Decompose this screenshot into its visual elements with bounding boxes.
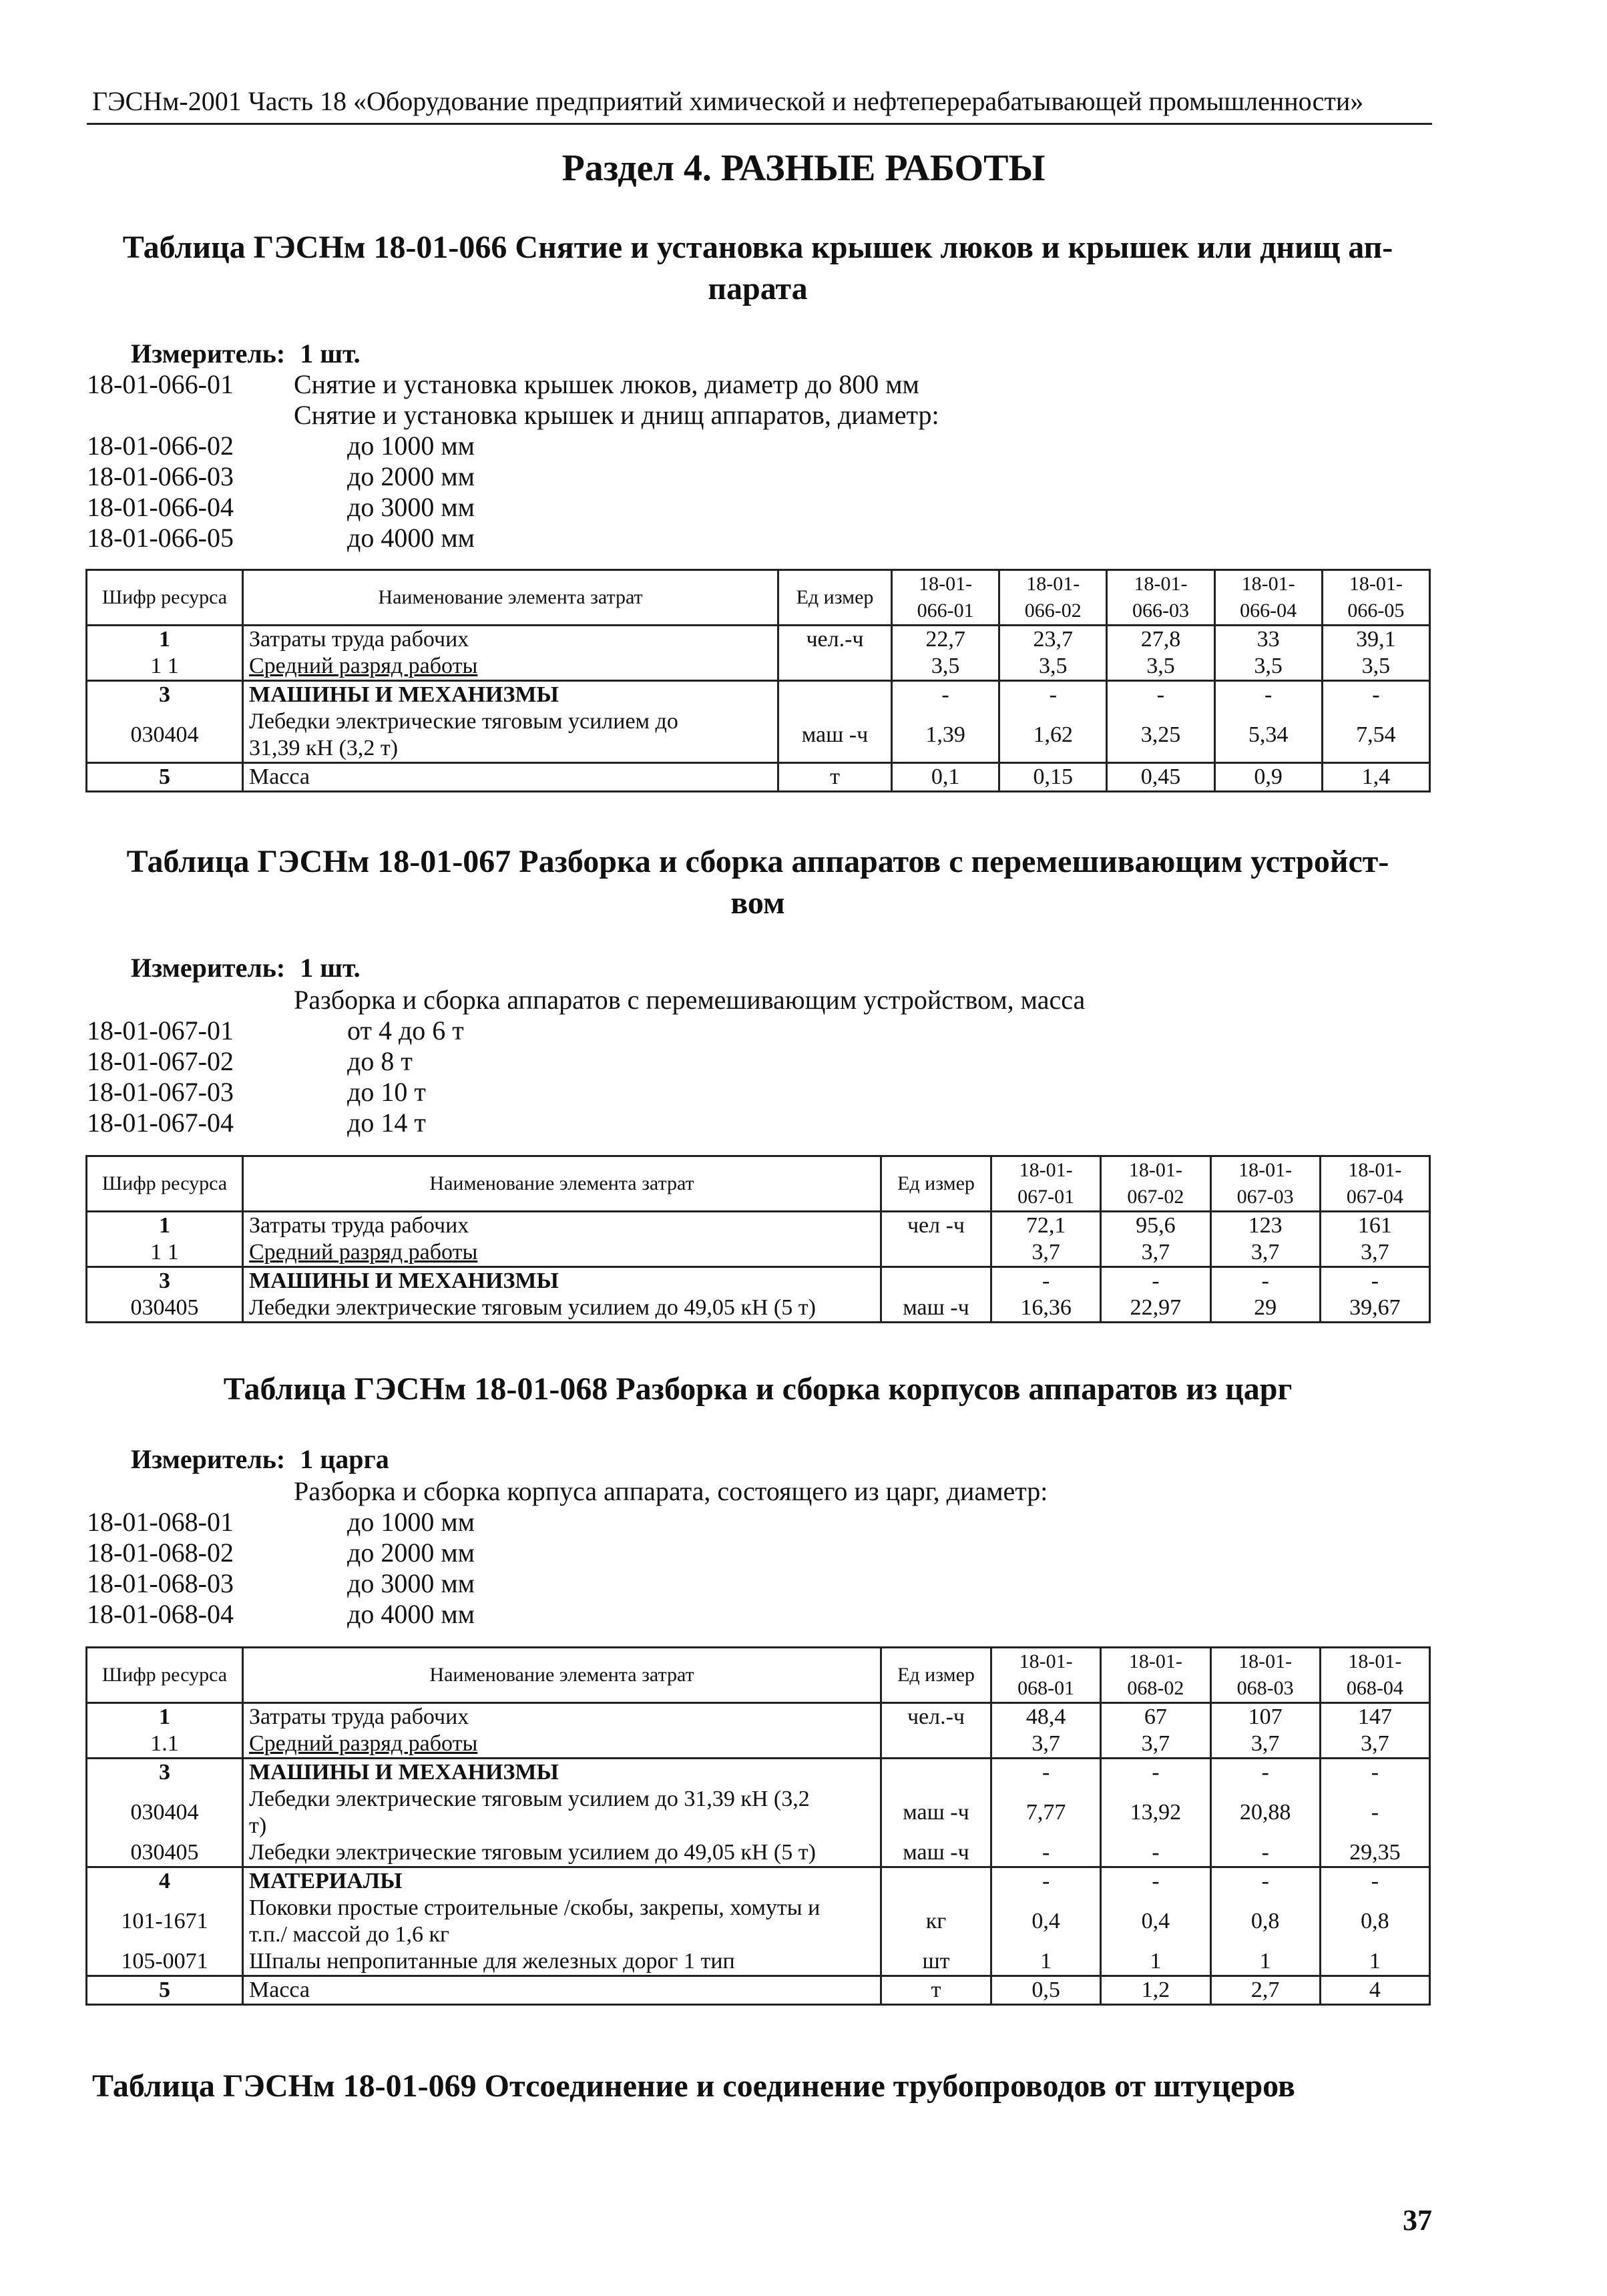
item-code: 18-01-066-04 <box>87 492 234 522</box>
item-code: 18-01-068-01 <box>87 1507 234 1537</box>
item-text: до 3000 мм <box>347 1568 475 1598</box>
cell-value: - <box>1101 1759 1210 1787</box>
cell-name: Затраты труда рабочих <box>243 1212 881 1240</box>
cell-value: - <box>1322 681 1429 709</box>
cell-value: - <box>1107 681 1214 709</box>
cell-value: - <box>991 1839 1101 1867</box>
cell-value: 0,9 <box>1214 763 1322 792</box>
item-code: 18-01-068-04 <box>87 1599 234 1629</box>
table-row <box>87 1212 1430 1240</box>
cell-name: Средний разряд работы <box>243 1731 881 1759</box>
col-header: 18-01- 066-05 <box>1322 570 1429 626</box>
table-069-title: Таблица ГЭСНм 18-01-069 Отсоединение и соединение трубопроводов от штуцеров <box>92 2068 1295 2104</box>
cell-value: - <box>1214 681 1322 709</box>
cell-name: Средний разряд работы <box>243 653 778 681</box>
cell-name: Масса <box>243 1976 881 2005</box>
cell-unit <box>881 1239 991 1267</box>
cell-value: 3,7 <box>1101 1731 1210 1759</box>
col-header: 18-01- 066-04 <box>1214 570 1322 626</box>
table-row <box>87 1295 1430 1323</box>
cell-value: - <box>999 681 1107 709</box>
item-intro: Разборка и сборка корпуса аппарата, состоящего из царг, диаметр: <box>294 1476 1048 1506</box>
cell-value: 16,36 <box>991 1295 1101 1323</box>
cell-unit: маш -ч <box>881 1839 991 1867</box>
cell-value: - <box>1210 1267 1320 1295</box>
cell-code: 030405 <box>87 1839 243 1867</box>
measure-label: Измеритель: <box>131 953 286 983</box>
table-row <box>87 626 1430 654</box>
cell-unit <box>881 1267 991 1295</box>
cell-code: 1 <box>87 626 243 654</box>
cell-value: 3,7 <box>991 1239 1101 1267</box>
cell-value: 1,62 <box>999 708 1107 763</box>
item-code: 18-01-067-01 <box>87 1015 234 1046</box>
cell-value: 95,6 <box>1101 1212 1210 1240</box>
cell-value: - <box>1210 1759 1320 1787</box>
table-row <box>87 1703 1430 1731</box>
table-068-title <box>87 1369 1429 1410</box>
cell-value: 72,1 <box>991 1212 1101 1240</box>
cell-name: Лебедки электрические тяговым усилием до 31,39 кН (3,2 т) <box>243 1786 881 1839</box>
col-header: 18-01- 068-03 <box>1210 1648 1320 1703</box>
table-068-title-line1: Таблица ГЭСНм 18-01-068 Разборка и сборка корпусов аппаратов из царг <box>223 1371 1293 1407</box>
table-row <box>87 763 1430 792</box>
cell-name: МАШИНЫ И МЕХАНИЗМЫ <box>243 1267 881 1295</box>
cell-value: 123 <box>1210 1212 1320 1240</box>
item-code: 18-01-066-02 <box>87 431 234 461</box>
cell-name: Лебедки электрические тяговым усилием до 31,39 кН (3,2 т) <box>243 708 778 763</box>
item-text: до 8 т <box>347 1046 413 1076</box>
table-068 <box>85 1646 1431 2006</box>
item-code: 18-01-067-03 <box>87 1077 234 1107</box>
cell-name: Затраты труда рабочих <box>243 626 778 654</box>
measure-value: 1 царга <box>300 1444 389 1474</box>
cell-code: 4 <box>87 1867 243 1895</box>
table-row <box>87 1731 1430 1759</box>
measure-label: Измеритель: <box>131 338 286 369</box>
table-row <box>87 1759 1430 1787</box>
cell-value: - <box>991 1267 1101 1295</box>
cell-code: 1 1 <box>87 653 243 681</box>
cell-value: 3,5 <box>1322 653 1429 681</box>
item-text: до 2000 мм <box>347 461 475 491</box>
item-text: до 2000 мм <box>347 1538 475 1568</box>
cell-value: - <box>1101 1867 1210 1895</box>
table-row <box>87 1239 1430 1267</box>
item-intro: Разборка и сборка аппаратов с перемешивающим устройством, масса <box>294 985 1086 1015</box>
cell-code: 105-0071 <box>87 1948 243 1976</box>
cell-value: 0,45 <box>1107 763 1214 792</box>
running-header: ГЭСНм-2001 Часть 18 «Оборудование предприятий химической и нефтеперерабатывающей промышленности» <box>92 86 1364 116</box>
cell-value: 3,5 <box>1107 653 1214 681</box>
col-header: 18-01- 068-04 <box>1320 1648 1429 1703</box>
cell-value: 0,4 <box>991 1895 1101 1948</box>
col-header: 18-01- 067-02 <box>1101 1156 1210 1212</box>
item-text: от 4 до 6 т <box>347 1015 464 1046</box>
cell-value: 3,5 <box>892 653 999 681</box>
cell-value: - <box>1320 1786 1429 1839</box>
cell-value: 29,35 <box>1320 1839 1429 1867</box>
cell-value: - <box>1210 1867 1320 1895</box>
cell-name: Затраты труда рабочих <box>243 1703 881 1731</box>
cell-value: 3,7 <box>991 1731 1101 1759</box>
item-code: 18-01-067-04 <box>87 1108 234 1138</box>
table-row <box>87 653 1430 681</box>
cell-code: 1 1 <box>87 1239 243 1267</box>
cell-value: - <box>1320 1867 1429 1895</box>
table-066-measure <box>131 338 361 369</box>
cell-unit: т <box>778 763 892 792</box>
table-068-measure <box>131 1443 389 1475</box>
item-text: до 14 т <box>347 1108 426 1138</box>
col-header: 18-01- 068-01 <box>991 1648 1101 1703</box>
cell-code: 030404 <box>87 708 243 763</box>
cell-code: 030404 <box>87 1786 243 1839</box>
cell-unit: маш -ч <box>778 708 892 763</box>
col-unit-header: Ед измер <box>881 1156 991 1212</box>
table-066-title-line2: парата <box>708 271 808 306</box>
col-name-header: Наименование элемента затрат <box>243 1648 881 1703</box>
cell-value: 33 <box>1214 626 1322 654</box>
cell-value: 3,7 <box>1320 1731 1429 1759</box>
cell-code: 030405 <box>87 1295 243 1323</box>
cell-code: 1 <box>87 1703 243 1731</box>
item-text: до 1000 мм <box>347 1507 475 1537</box>
cell-value: 27,8 <box>1107 626 1214 654</box>
cell-name: МАТЕРИАЛЫ <box>243 1867 881 1895</box>
cell-value: - <box>1320 1267 1429 1295</box>
cell-unit: чел.-ч <box>778 626 892 654</box>
cell-value: 3,7 <box>1101 1239 1210 1267</box>
cell-code: 101-1671 <box>87 1895 243 1948</box>
table-row <box>87 1895 1430 1948</box>
col-code-header: Шифр ресурса <box>87 570 243 626</box>
cell-value: 4 <box>1320 1976 1429 2005</box>
cell-unit: маш -ч <box>881 1786 991 1839</box>
cell-code: 5 <box>87 1976 243 2005</box>
cell-value: 1,39 <box>892 708 999 763</box>
measure-value: 1 шт. <box>300 953 361 983</box>
item-text: до 4000 мм <box>347 1599 475 1629</box>
item-text: до 3000 мм <box>347 492 475 522</box>
cell-value: 3,7 <box>1210 1731 1320 1759</box>
cell-value: 29 <box>1210 1295 1320 1323</box>
cell-value: 3,25 <box>1107 708 1214 763</box>
cell-value: - <box>892 681 999 709</box>
table-row <box>87 708 1430 763</box>
cell-value: - <box>991 1867 1101 1895</box>
cell-value: 67 <box>1101 1703 1210 1731</box>
cell-name: МАШИНЫ И МЕХАНИЗМЫ <box>243 1759 881 1787</box>
table-row <box>87 1267 1430 1295</box>
cell-value: - <box>1210 1839 1320 1867</box>
cell-value: - <box>1320 1759 1429 1787</box>
cell-value: 1,2 <box>1101 1976 1210 2005</box>
cell-value: 0,1 <box>892 763 999 792</box>
item-code: 18-01-066-03 <box>87 461 234 491</box>
col-name-header: Наименование элемента затрат <box>243 570 778 626</box>
cell-unit <box>778 681 892 709</box>
cell-value: 22,7 <box>892 626 999 654</box>
cell-value: 48,4 <box>991 1703 1101 1731</box>
cell-name: Лебедки электрические тяговым усилием до 49,05 кН (5 т) <box>243 1839 881 1867</box>
table-row <box>87 1786 1430 1839</box>
cell-value: 23,7 <box>999 626 1107 654</box>
item-text: Снятие и установка крышек и днищ аппаратов, диаметр: <box>294 400 939 430</box>
cell-value: 1 <box>1210 1948 1320 1976</box>
cell-unit: чел -ч <box>881 1212 991 1240</box>
cell-value: 0,8 <box>1320 1895 1429 1948</box>
cell-name: Поковки простые строительные /скобы, закрепы, хомуты и т.п./ массой до 1,6 кг <box>243 1895 881 1948</box>
col-code-header: Шифр ресурса <box>87 1156 243 1212</box>
cell-value: 1 <box>1101 1948 1210 1976</box>
col-header: 18-01- 068-02 <box>1101 1648 1210 1703</box>
col-name-header: Наименование элемента затрат <box>243 1156 881 1212</box>
cell-code: 3 <box>87 1267 243 1295</box>
cell-value: 20,88 <box>1210 1786 1320 1839</box>
table-067 <box>85 1155 1431 1323</box>
cell-unit: шт <box>881 1948 991 1976</box>
cell-name: Масса <box>243 763 778 792</box>
cell-unit <box>881 1731 991 1759</box>
cell-value: 3,7 <box>1320 1239 1429 1267</box>
cell-unit <box>881 1867 991 1895</box>
header-rule <box>87 123 1432 125</box>
cell-value: - <box>1101 1839 1210 1867</box>
cell-value: 1,4 <box>1322 763 1429 792</box>
cell-value: - <box>1101 1267 1210 1295</box>
cell-value: - <box>991 1759 1101 1787</box>
cell-unit: т <box>881 1976 991 2005</box>
cell-code: 1.1 <box>87 1731 243 1759</box>
table-067-title <box>87 841 1429 924</box>
section-title: Раздел 4. РАЗНЫЕ РАБОТЫ <box>561 148 1046 189</box>
cell-value: 22,97 <box>1101 1295 1210 1323</box>
table-row <box>87 1948 1430 1976</box>
cell-value: 161 <box>1320 1212 1429 1240</box>
col-header: 18-01- 066-01 <box>892 570 999 626</box>
cell-value: 0,8 <box>1210 1895 1320 1948</box>
cell-code: 3 <box>87 1759 243 1787</box>
table-067-title-line2: вом <box>730 885 785 921</box>
page-number: 37 <box>1403 2204 1432 2237</box>
measure-value: 1 шт. <box>300 338 361 369</box>
item-code: 18-01-068-02 <box>87 1538 234 1568</box>
item-code: 18-01-066-01 <box>87 369 234 399</box>
col-header: 18-01- 066-03 <box>1107 570 1214 626</box>
cell-unit: кг <box>881 1895 991 1948</box>
cell-value: 13,92 <box>1101 1786 1210 1839</box>
cell-name: МАШИНЫ И МЕХАНИЗМЫ <box>243 681 778 709</box>
measure-label: Измеритель: <box>131 1444 286 1474</box>
item-text: до 1000 мм <box>347 431 475 461</box>
col-header: 18-01- 067-04 <box>1320 1156 1429 1212</box>
col-unit-header: Ед измер <box>881 1648 991 1703</box>
table-066 <box>85 569 1431 792</box>
cell-value: 3,5 <box>999 653 1107 681</box>
item-text: до 10 т <box>347 1077 426 1107</box>
col-code-header: Шифр ресурса <box>87 1648 243 1703</box>
cell-unit: чел.-ч <box>881 1703 991 1731</box>
cell-value: 7,54 <box>1322 708 1429 763</box>
cell-value: 0,15 <box>999 763 1107 792</box>
table-066-title-line1: Таблица ГЭСНм 18-01-066 Снятие и установка крышек люков и крышек или днищ ап- <box>122 230 1393 265</box>
cell-value: 107 <box>1210 1703 1320 1731</box>
cell-unit: маш -ч <box>881 1295 991 1323</box>
cell-value: 39,67 <box>1320 1295 1429 1323</box>
cell-name: Средний разряд работы <box>243 1239 881 1267</box>
cell-value: 7,77 <box>991 1786 1101 1839</box>
cell-unit <box>778 653 892 681</box>
table-row <box>87 1839 1430 1867</box>
cell-value: 3,7 <box>1210 1239 1320 1267</box>
cell-name: Лебедки электрические тяговым усилием до 49,05 кН (5 т) <box>243 1295 881 1323</box>
cell-value: 1 <box>991 1948 1101 1976</box>
table-row <box>87 1867 1430 1895</box>
item-text: до 4000 мм <box>347 523 475 553</box>
col-header: 18-01- 067-03 <box>1210 1156 1320 1212</box>
col-unit-header: Ед измер <box>778 570 892 626</box>
cell-code: 1 <box>87 1212 243 1240</box>
item-text: Снятие и установка крышек люков, диаметр до 800 мм <box>294 369 919 399</box>
cell-value: 3,5 <box>1214 653 1322 681</box>
cell-value: 5,34 <box>1214 708 1322 763</box>
cell-unit <box>881 1759 991 1787</box>
table-row <box>87 681 1430 709</box>
col-header: 18-01- 066-02 <box>999 570 1107 626</box>
table-row <box>87 1976 1430 2005</box>
table-067-title-line1: Таблица ГЭСНм 18-01-067 Разборка и сборка аппаратов с перемешивающим устройст- <box>126 844 1389 879</box>
cell-name: Шпалы непропитанные для железных дорог 1 тип <box>243 1948 881 1976</box>
item-code: 18-01-066-05 <box>87 523 234 553</box>
cell-code: 3 <box>87 681 243 709</box>
item-code: 18-01-067-02 <box>87 1046 234 1076</box>
cell-value: 2,7 <box>1210 1976 1320 2005</box>
cell-code: 5 <box>87 763 243 792</box>
table-067-measure <box>131 952 361 983</box>
cell-value: 1 <box>1320 1948 1429 1976</box>
col-header: 18-01- 067-01 <box>991 1156 1101 1212</box>
cell-value: 39,1 <box>1322 626 1429 654</box>
cell-value: 147 <box>1320 1703 1429 1731</box>
table-066-title <box>87 227 1429 310</box>
cell-value: 0,5 <box>991 1976 1101 2005</box>
item-code: 18-01-068-03 <box>87 1568 234 1598</box>
cell-value: 0,4 <box>1101 1895 1210 1948</box>
